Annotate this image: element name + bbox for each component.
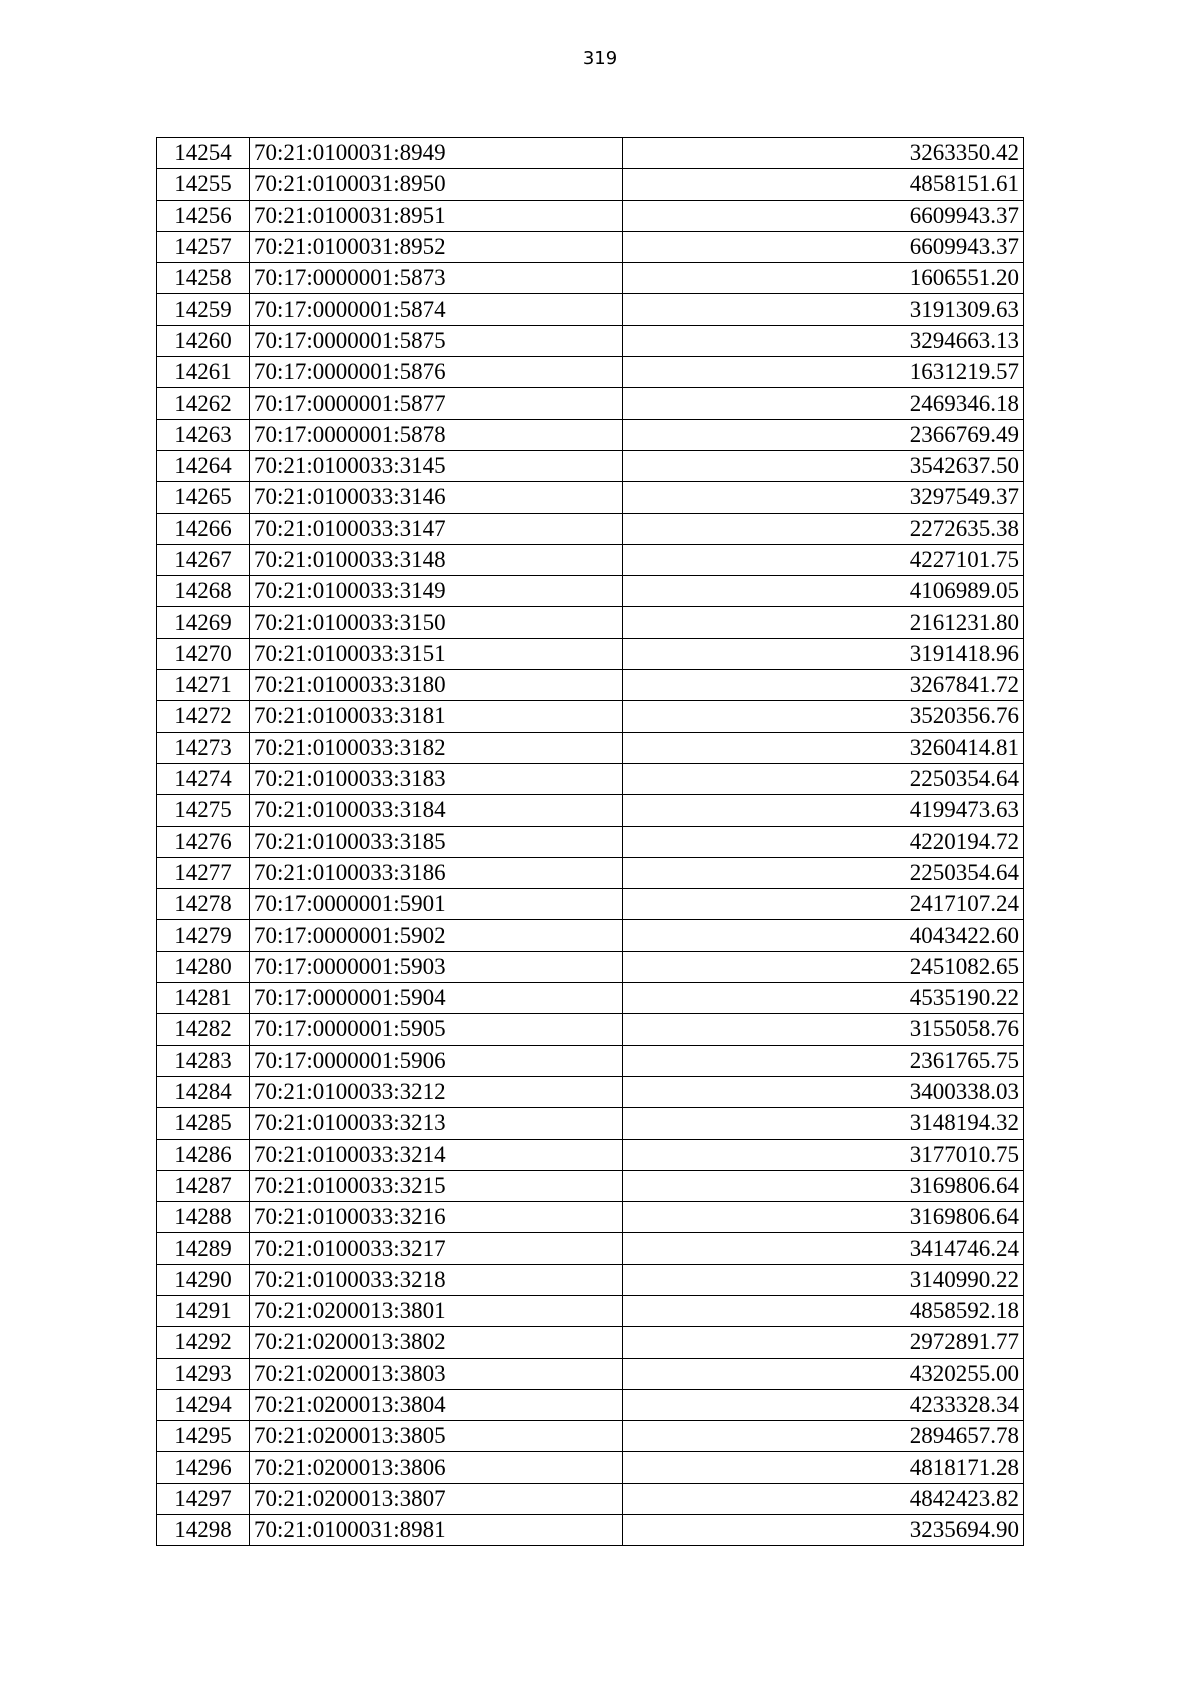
cadastral-number-cell: 70:21:0200013:3802 [250,1327,623,1358]
cadastral-number-cell: 70:21:0100031:8952 [250,231,623,262]
table-row [157,513,1024,544]
row-number-cell: 14271 [157,670,250,701]
row-number-cell: 14288 [157,1202,250,1233]
cadastral-value-cell: 3169806.64 [623,1170,1024,1201]
table-row [157,1483,1024,1514]
cadastral-value-cell: 4227101.75 [623,544,1024,575]
cadastral-value-cell: 3191309.63 [623,294,1024,325]
row-number-cell: 14277 [157,857,250,888]
cadastral-value-cell: 2250354.64 [623,857,1024,888]
cadastral-value-cell: 3148194.32 [623,1108,1024,1139]
table-row [157,1389,1024,1420]
cadastral-number-cell: 70:17:0000001:5903 [250,951,623,982]
cadastral-number-cell: 70:21:0200013:3801 [250,1295,623,1326]
cadastral-value-cell: 4043422.60 [623,920,1024,951]
cadastral-number-cell: 70:21:0200013:3804 [250,1389,623,1420]
cadastral-number-cell: 70:21:0100033:3148 [250,544,623,575]
cadastral-value-cell: 3263350.42 [623,138,1024,169]
row-number-cell: 14279 [157,920,250,951]
cadastral-value-cell: 4818171.28 [623,1452,1024,1483]
row-number-cell: 14280 [157,951,250,982]
row-number-cell: 14276 [157,826,250,857]
cadastral-number-cell: 70:21:0100031:8950 [250,169,623,200]
row-number-cell: 14282 [157,1014,250,1045]
cadastral-value-cell: 4320255.00 [623,1358,1024,1389]
table-row [157,1264,1024,1295]
cadastral-number-cell: 70:17:0000001:5901 [250,889,623,920]
row-number-cell: 14265 [157,482,250,513]
cadastral-number-cell: 70:17:0000001:5906 [250,1045,623,1076]
table-row [157,826,1024,857]
cadastral-value-cell: 3414746.24 [623,1233,1024,1264]
cadastral-value-cell: 2469346.18 [623,388,1024,419]
cadastral-number-cell: 70:21:0100033:3149 [250,576,623,607]
cadastral-value-cell: 1606551.20 [623,263,1024,294]
table-row [157,294,1024,325]
table-row [157,701,1024,732]
cadastral-value-cell: 4858592.18 [623,1295,1024,1326]
table-row [157,889,1024,920]
cadastral-number-cell: 70:21:0100033:3151 [250,638,623,669]
table-row [157,388,1024,419]
cadastral-value-cell: 6609943.37 [623,231,1024,262]
cadastral-number-cell: 70:17:0000001:5904 [250,983,623,1014]
row-number-cell: 14268 [157,576,250,607]
table-row [157,231,1024,262]
table-row [157,1515,1024,1546]
cadastral-value-cell: 3191418.96 [623,638,1024,669]
table-row [157,607,1024,638]
table-body [157,138,1024,1546]
row-number-cell: 14297 [157,1483,250,1514]
cadastral-value-cell: 3294663.13 [623,325,1024,356]
row-number-cell: 14275 [157,795,250,826]
row-number-cell: 14273 [157,732,250,763]
row-number-cell: 14298 [157,1515,250,1546]
cadastral-number-cell: 70:21:0100031:8981 [250,1515,623,1546]
row-number-cell: 14258 [157,263,250,294]
cadastral-number-cell: 70:21:0100033:3184 [250,795,623,826]
cadastral-number-cell: 70:17:0000001:5876 [250,357,623,388]
cadastral-number-cell: 70:21:0100033:3216 [250,1202,623,1233]
cadastral-number-cell: 70:21:0100033:3150 [250,607,623,638]
table-row [157,544,1024,575]
table-row [157,732,1024,763]
cadastral-value-cell: 2250354.64 [623,763,1024,794]
row-number-cell: 14266 [157,513,250,544]
cadastral-value-cell: 1631219.57 [623,357,1024,388]
table-row [157,670,1024,701]
row-number-cell: 14254 [157,138,250,169]
row-number-cell: 14289 [157,1233,250,1264]
cadastral-value-cell: 3267841.72 [623,670,1024,701]
row-number-cell: 14278 [157,889,250,920]
table-row [157,576,1024,607]
cadastral-value-cell: 3260414.81 [623,732,1024,763]
cadastral-number-cell: 70:17:0000001:5905 [250,1014,623,1045]
cadastral-value-cell: 4842423.82 [623,1483,1024,1514]
row-number-cell: 14281 [157,983,250,1014]
row-number-cell: 14283 [157,1045,250,1076]
row-number-cell: 14295 [157,1421,250,1452]
cadastral-number-cell: 70:21:0100033:3147 [250,513,623,544]
cadastral-value-cell: 2894657.78 [623,1421,1024,1452]
row-number-cell: 14261 [157,357,250,388]
cadastral-value-cell: 3520356.76 [623,701,1024,732]
cadastral-number-cell: 70:21:0100033:3182 [250,732,623,763]
cadastral-number-cell: 70:17:0000001:5874 [250,294,623,325]
table-row [157,1014,1024,1045]
cadastral-number-cell: 70:21:0200013:3807 [250,1483,623,1514]
cadastral-value-cell: 3297549.37 [623,482,1024,513]
row-number-cell: 14293 [157,1358,250,1389]
cadastral-value-cell: 4535190.22 [623,983,1024,1014]
cadastral-number-cell: 70:21:0100033:3145 [250,450,623,481]
cadastral-value-cell: 3169806.64 [623,1202,1024,1233]
cadastral-number-cell: 70:21:0100033:3181 [250,701,623,732]
table-row [157,638,1024,669]
table-row [157,1202,1024,1233]
table-row [157,1295,1024,1326]
table-row [157,450,1024,481]
table-row [157,138,1024,169]
cadastral-value-cell: 3140990.22 [623,1264,1024,1295]
page-number: 319 [582,48,618,69]
cadastral-number-cell: 70:21:0200013:3806 [250,1452,623,1483]
cadastral-value-cell: 3400338.03 [623,1076,1024,1107]
cadastral-value-cell: 3155058.76 [623,1014,1024,1045]
row-number-cell: 14294 [157,1389,250,1420]
cadastral-number-cell: 70:21:0100033:3213 [250,1108,623,1139]
table-row [157,1358,1024,1389]
table-row [157,482,1024,513]
row-number-cell: 14286 [157,1139,250,1170]
table-row [157,1452,1024,1483]
row-number-cell: 14264 [157,450,250,481]
table-row [157,951,1024,982]
cadastral-number-cell: 70:21:0100033:3215 [250,1170,623,1201]
table-row [157,920,1024,951]
cadastral-value-cell: 2161231.80 [623,607,1024,638]
row-number-cell: 14296 [157,1452,250,1483]
table-row [157,1045,1024,1076]
row-number-cell: 14272 [157,701,250,732]
row-number-cell: 14255 [157,169,250,200]
cadastral-number-cell: 70:21:0100033:3186 [250,857,623,888]
cadastral-value-cell: 2972891.77 [623,1327,1024,1358]
cadastral-value-cell: 2272635.38 [623,513,1024,544]
cadastral-value-cell: 4220194.72 [623,826,1024,857]
cadastral-number-cell: 70:21:0100033:3146 [250,482,623,513]
table-row [157,1139,1024,1170]
cadastral-number-cell: 70:17:0000001:5875 [250,325,623,356]
cadastral-number-cell: 70:21:0100033:3218 [250,1264,623,1295]
cadastral-value-cell: 4199473.63 [623,795,1024,826]
row-number-cell: 14274 [157,763,250,794]
row-number-cell: 14291 [157,1295,250,1326]
cadastral-value-cell: 2417107.24 [623,889,1024,920]
table-row [157,169,1024,200]
row-number-cell: 14284 [157,1076,250,1107]
cadastral-number-cell: 70:21:0200013:3803 [250,1358,623,1389]
cadastral-value-table [156,137,1024,1546]
row-number-cell: 14292 [157,1327,250,1358]
cadastral-number-cell: 70:21:0100033:3180 [250,670,623,701]
cadastral-value-cell: 3542637.50 [623,450,1024,481]
row-number-cell: 14262 [157,388,250,419]
cadastral-value-cell: 4233328.34 [623,1389,1024,1420]
table-row [157,1327,1024,1358]
table-row [157,763,1024,794]
cadastral-number-cell: 70:21:0100033:3212 [250,1076,623,1107]
table-row [157,263,1024,294]
table-row [157,1170,1024,1201]
cadastral-number-cell: 70:21:0100033:3214 [250,1139,623,1170]
row-number-cell: 14269 [157,607,250,638]
cadastral-value-cell: 2361765.75 [623,1045,1024,1076]
cadastral-number-cell: 70:21:0200013:3805 [250,1421,623,1452]
cadastral-value-cell: 6609943.37 [623,200,1024,231]
cadastral-number-cell: 70:17:0000001:5902 [250,920,623,951]
table-row [157,795,1024,826]
cadastral-number-cell: 70:21:0100031:8951 [250,200,623,231]
cadastral-value-cell: 2451082.65 [623,951,1024,982]
row-number-cell: 14256 [157,200,250,231]
row-number-cell: 14290 [157,1264,250,1295]
cadastral-number-cell: 70:21:0100033:3217 [250,1233,623,1264]
cadastral-number-cell: 70:17:0000001:5878 [250,419,623,450]
row-number-cell: 14263 [157,419,250,450]
cadastral-value-cell: 2366769.49 [623,419,1024,450]
table-row [157,1233,1024,1264]
table-row [157,1108,1024,1139]
row-number-cell: 14285 [157,1108,250,1139]
row-number-cell: 14287 [157,1170,250,1201]
cadastral-value-cell: 3235694.90 [623,1515,1024,1546]
table-row [157,419,1024,450]
table-row [157,983,1024,1014]
row-number-cell: 14270 [157,638,250,669]
row-number-cell: 14259 [157,294,250,325]
table-row [157,1421,1024,1452]
table-row [157,857,1024,888]
cadastral-number-cell: 70:21:0100033:3183 [250,763,623,794]
cadastral-number-cell: 70:21:0100031:8949 [250,138,623,169]
row-number-cell: 14257 [157,231,250,262]
table-row [157,1076,1024,1107]
cadastral-value-cell: 4106989.05 [623,576,1024,607]
cadastral-number-cell: 70:21:0100033:3185 [250,826,623,857]
cadastral-value-cell: 3177010.75 [623,1139,1024,1170]
cadastral-value-cell: 4858151.61 [623,169,1024,200]
table-row [157,200,1024,231]
table-row [157,325,1024,356]
cadastral-number-cell: 70:17:0000001:5877 [250,388,623,419]
row-number-cell: 14260 [157,325,250,356]
cadastral-number-cell: 70:17:0000001:5873 [250,263,623,294]
row-number-cell: 14267 [157,544,250,575]
table-row [157,357,1024,388]
